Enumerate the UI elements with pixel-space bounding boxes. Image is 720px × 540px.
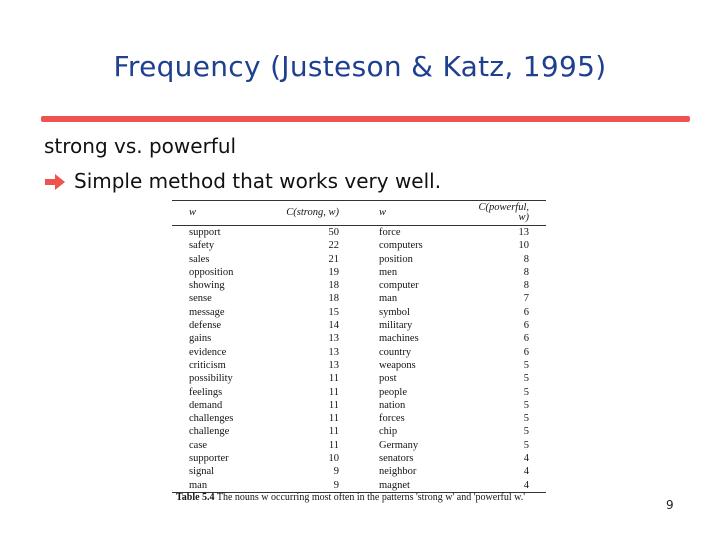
strong-noun-cell: criticism: [189, 359, 226, 371]
bullet-line-2-text: Simple method that works very well.: [74, 169, 442, 193]
strong-noun-cell: sense: [189, 293, 212, 305]
table-row: [172, 332, 546, 345]
table-row: [172, 319, 546, 332]
powerful-count-cell: 5: [523, 373, 529, 385]
strong-count-cell: 11: [328, 373, 339, 385]
table-row: [172, 359, 546, 372]
table-row: [172, 412, 546, 425]
powerful-count-cell: 5: [523, 359, 529, 371]
table-row: [172, 452, 546, 465]
table-row: [172, 306, 546, 319]
powerful-noun-cell: forces: [379, 413, 405, 425]
powerful-noun-cell: symbol: [379, 306, 410, 318]
strong-count-cell: 14: [328, 320, 339, 332]
strong-count-cell: 19: [328, 266, 339, 278]
powerful-noun-cell: computers: [379, 240, 423, 252]
strong-count-cell: 11: [328, 399, 339, 411]
powerful-noun-cell: nation: [379, 399, 406, 411]
table-row: [172, 253, 546, 266]
powerful-noun-cell: computer: [379, 280, 419, 292]
strong-noun-cell: gains: [189, 333, 212, 345]
powerful-noun-cell: chip: [379, 426, 398, 438]
powerful-count-cell: 6: [523, 320, 529, 332]
powerful-count-cell: 5: [523, 399, 529, 411]
strong-count-cell: 18: [328, 280, 339, 292]
table-row: [172, 372, 546, 385]
table-row: [172, 439, 546, 452]
table-row: [172, 292, 546, 305]
powerful-noun-cell: men: [379, 266, 398, 278]
powerful-noun-cell: senators: [379, 453, 414, 465]
strong-count-cell: 13: [328, 346, 339, 358]
strong-count-cell: 18: [328, 293, 339, 305]
header-count-strong: C(strong, w): [281, 201, 355, 226]
caption-label: Table 5.4: [176, 492, 215, 503]
strong-count-cell: 50: [328, 227, 339, 238]
powerful-count-cell: 6: [523, 306, 529, 318]
strong-noun-cell: message: [189, 306, 225, 318]
strong-noun-cell: support: [189, 227, 221, 238]
table-row: [172, 386, 546, 399]
table-row: [172, 465, 546, 478]
strong-count-cell: 13: [328, 333, 339, 345]
strong-noun-cell: sales: [189, 253, 210, 265]
table-header-row: [172, 201, 546, 226]
powerful-noun-cell: Germany: [379, 439, 419, 451]
powerful-noun-cell: neighbor: [379, 466, 417, 478]
strong-count-cell: 13: [328, 359, 339, 371]
caption-text: The nouns w occurring most often in the patterns 'strong w' and 'powerful w.': [216, 492, 526, 503]
strong-noun-cell: challenge: [189, 426, 230, 438]
powerful-noun-cell: machines: [379, 333, 419, 345]
strong-noun-cell: demand: [189, 399, 223, 411]
powerful-count-cell: 8: [523, 280, 529, 292]
header-w-strong: w: [172, 201, 281, 226]
powerful-count-cell: 13: [518, 227, 529, 238]
strong-noun-cell: opposition: [189, 266, 234, 278]
powerful-count-cell: 5: [523, 413, 529, 425]
page-number: 9: [666, 498, 674, 512]
powerful-count-cell: 6: [523, 346, 529, 358]
powerful-count-cell: 10: [518, 240, 529, 252]
header-w-powerful: w: [355, 201, 471, 226]
strong-noun-cell: man: [172, 479, 281, 493]
strong-noun-cell: case: [189, 439, 208, 451]
powerful-count-cell: 4: [471, 479, 546, 493]
strong-noun-cell: evidence: [189, 346, 227, 358]
strong-noun-cell: possibility: [189, 373, 233, 385]
strong-count-cell: 11: [328, 439, 339, 451]
bullet-line-2: [44, 169, 441, 193]
powerful-noun-cell: country: [379, 346, 412, 358]
powerful-noun-cell: magnet: [355, 479, 471, 493]
table-row: [172, 346, 546, 359]
powerful-noun-cell: post: [379, 373, 397, 385]
table-row: [172, 226, 546, 240]
strong-noun-cell: safety: [189, 240, 215, 252]
strong-count-cell: 11: [328, 413, 339, 425]
strong-noun-cell: signal: [189, 466, 215, 478]
powerful-count-cell: 4: [523, 453, 529, 465]
powerful-count-cell: 5: [523, 386, 529, 398]
strong-count-cell: 10: [328, 453, 339, 465]
powerful-noun-cell: military: [379, 320, 413, 332]
strong-noun-cell: challenges: [189, 413, 234, 425]
table-row: [172, 399, 546, 412]
strong-count-cell: 15: [328, 306, 339, 318]
powerful-noun-cell: force: [379, 227, 401, 238]
table-row: [172, 425, 546, 438]
powerful-noun-cell: position: [379, 253, 413, 265]
strong-count-cell: 11: [328, 386, 339, 398]
strong-count-cell: 21: [328, 253, 339, 265]
arrow-right-icon: [44, 172, 66, 190]
table-row: [172, 279, 546, 292]
table-row: [172, 266, 546, 279]
powerful-noun-cell: weapons: [379, 359, 416, 371]
frequency-table: [172, 200, 546, 493]
table-body: [172, 226, 546, 493]
powerful-count-cell: 5: [523, 439, 529, 451]
strong-noun-cell: feelings: [189, 386, 223, 398]
powerful-count-cell: 4: [523, 466, 529, 478]
powerful-noun-cell: man: [379, 293, 398, 305]
powerful-count-cell: 6: [523, 333, 529, 345]
title-divider: [41, 116, 690, 122]
table-row: [172, 239, 546, 252]
powerful-count-cell: 8: [523, 266, 529, 278]
powerful-count-cell: 7: [523, 293, 529, 305]
powerful-count-cell: 5: [523, 426, 529, 438]
slide-title: Frequency (Justeson & Katz, 1995): [113, 50, 607, 83]
header-count-powerful: C(powerful, w): [471, 201, 546, 226]
powerful-noun-cell: people: [379, 386, 407, 398]
strong-noun-cell: showing: [189, 280, 225, 292]
strong-noun-cell: defense: [189, 320, 222, 332]
powerful-count-cell: 8: [523, 253, 529, 265]
strong-count-cell: 11: [328, 426, 339, 438]
table-row: [172, 479, 546, 493]
table-figure: [172, 200, 529, 520]
strong-count-cell: 22: [328, 240, 339, 252]
strong-count-cell: 9: [333, 466, 339, 478]
strong-count-cell: 9: [281, 479, 355, 493]
table-caption: [176, 492, 526, 504]
strong-noun-cell: supporter: [189, 453, 229, 465]
bullet-line-1: strong vs. powerful: [44, 134, 237, 158]
